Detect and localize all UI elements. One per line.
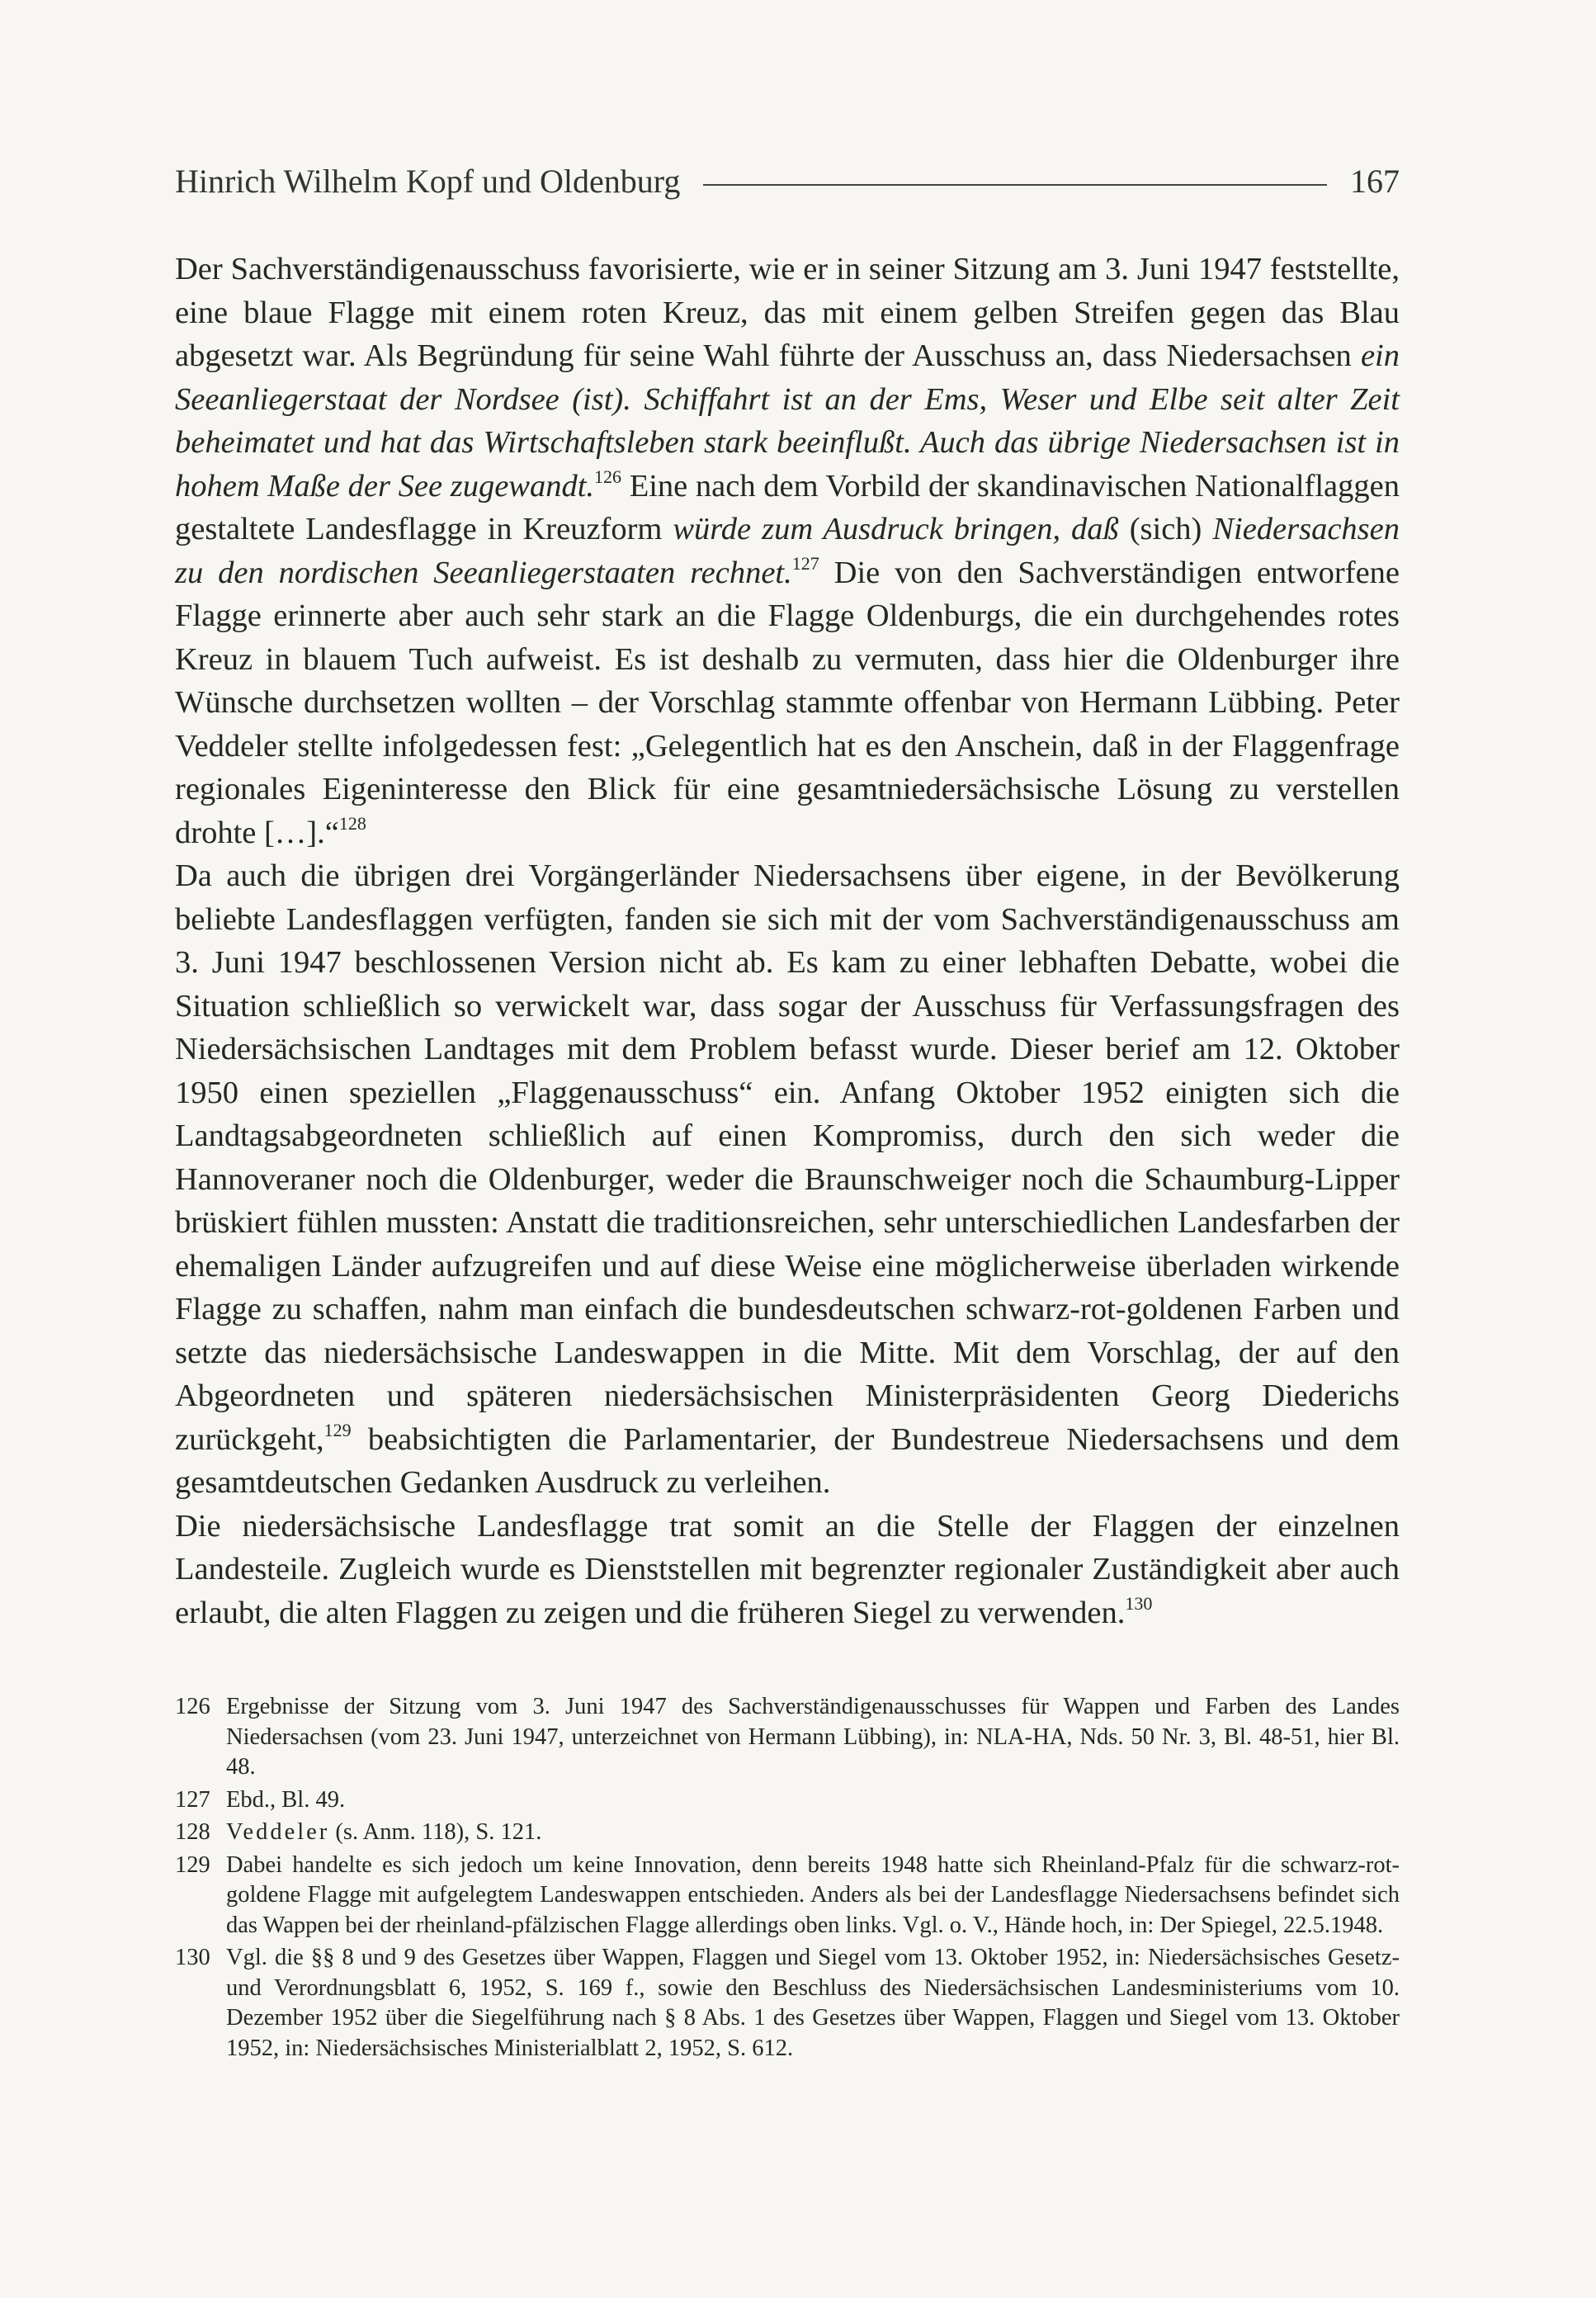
page-number: 167 [1350, 163, 1400, 200]
paragraph-3 [175, 1505, 1400, 1635]
paragraph-2 [175, 854, 1400, 1505]
footnote-number: 127 [175, 1786, 210, 1813]
text-run: Die von den Sachverständigen entworfene Flagge erinnerte aber auch sehr stark an die Flagge Oldenburgs, die ein durchgehendes rotes Kreuz in blauem Tuch aufweist. Es ist deshalb zu vermuten, dass hier die Oldenburger ihre Wünsche durchsetzen wollten – der Vorschlag stammte offenbar von Hermann Lübbing. Peter Veddeler stellte infolgedessen fest: „Gelegentlich hat es den Anschein, daß in der Flaggenfrage regionales Eigeninteresse den Blick für eine gesamtniedersächsische Lösung zu verstellen drohte […].“ [175, 555, 1400, 850]
footnote-129 [175, 1851, 1400, 1941]
paragraph-1 [175, 248, 1400, 854]
footnote-ref: 129 [323, 1419, 352, 1440]
footnote-126 [175, 1692, 1400, 1783]
running-head [175, 158, 1400, 205]
text-run: Eine nach dem Vorbild der skandinavischen Nationalflaggen gestaltete Landesflagge in Kreuzform [175, 468, 1400, 546]
footnotes [175, 1692, 1400, 2066]
header-rule [703, 184, 1327, 186]
footnote-number: 129 [175, 1851, 210, 1878]
footnote-ref: 127 [791, 552, 819, 574]
main-text [175, 248, 1400, 1634]
text-run: beabsichtigten die Parlamentarier, der Bundestreue Niedersachsens und dem gesamtdeutschen Gedanken Ausdruck zu verleihen. [175, 1421, 1400, 1500]
text-run: Die niedersächsische Landesflagge trat somit an die Stelle der Flaggen der einzelnen Landesteile. Zugleich wurde es Dienststellen mit begrenzter regionaler Zuständigkeit aber auch erlaubt, die alten Flaggen zu zeigen und die früheren Siegel zu verwenden. [175, 1508, 1400, 1630]
quotation-italic: Niedersachsen zu den nordischen Seeanliegerstaaten rechnet. [175, 512, 1400, 590]
footnote-text: Ebd., Bl. 49. [226, 1786, 346, 1813]
footnote-number: 128 [175, 1819, 210, 1845]
footnote-text-run: (s. Anm. 118), S. 121. [329, 1819, 542, 1845]
footnote-number: 130 [175, 1945, 210, 1970]
quotation-italic: würde zum Ausdruck bringen, daß [673, 512, 1119, 546]
quotation-italic: ein Seeanliegerstaat der Nordsee (ist). Schiffahrt ist an der Ems, Weser und Elbe seit alter Zeit beheimatet und hat das Wirtschaftsleben stark beeinflußt. Auch das übrige Niedersachsen ist in hohem Maße der See zugewandt. [175, 338, 1400, 504]
footnote-ref: 130 [1125, 1592, 1153, 1614]
footnote-number: 126 [175, 1694, 210, 1719]
footnote-text [226, 1818, 1400, 1848]
footnote-text: Dabei handelte es sich jedoch um keine Innovation, denn bereits 1948 hatte sich Rheinland-Pfalz für die schwarz-rot-goldene Flagge mit aufgelegtem Landeswappen entschieden. Anders als bei der Landesflagge Niedersachsens befindet sich das Wappen bei der rheinland-pfälzischen Flagge allerdings oben links. Vgl. o. V., Hände hoch, in: Der Spiegel, 22.5.1948. [226, 1851, 1400, 1938]
footnote-127 [175, 1785, 1400, 1816]
text-run: (sich) [1118, 512, 1213, 546]
footnote-text: Vgl. die §§ 8 und 9 des Gesetzes über Wappen, Flaggen und Siegel vom 13. Oktober 1952, in: Niedersächsisches Gesetz- und Verordnungsblatt 6, 1952, S. 169 f., sowie den Beschluss des Niedersächsischen Landesministeriums vom 10. Dezember 1952 über die Siegelführung nach § 8 Abs. 1 des Gesetzes über Wappen, Flaggen und Siegel vom 13. Oktober 1952, in: Niedersächsisches Ministerialblatt 2, 1952, S. 612. [226, 1945, 1400, 2061]
footnote-128 [175, 1818, 1400, 1848]
text-run: Da auch die übrigen drei Vorgängerländer Niedersachsens über eigene, in der Bevölkerung beliebte Landesflaggen verfügten, fanden sie sich mit der vom Sachverständigenausschuss am 3. Juni 1947 beschlossenen Version nicht ab. Es kam zu einer lebhaften Debatte, wobei die Situation schließlich so verwickelt war, dass sogar der Ausschuss für Verfassungsfragen des Niedersächsischen Landtages mit dem Problem befasst wurde. Dieser berief am 12. Oktober 1950 einen speziellen „Flaggenausschuss“ ein. Anfang Oktober 1952 einigten sich die Landtagsabgeordneten schließlich auf einen Kompromiss, durch den sich weder die Hannoveraner noch die Oldenburger, weder die Braunschweiger noch die Schaumburg-Lipper brüskiert fühlen mussten: Anstatt die traditionsreichen, sehr unterschiedlichen Landesfarben der ehemaligen Länder aufzugreifen und auf diese Weise eine möglicherweise überladen wirkende Flagge zu schaffen, nahm man einfach die bundesdeutschen schwarz-rot-goldenen Farben und setzte das niedersächsische Landeswappen in die Mitte. Mit dem Vorschlag, der auf den Abgeordneten und späteren niedersächsischen Ministerpräsidenten Georg Diederichs zurückgeht, [175, 858, 1400, 1457]
footnote-text: Ergebnisse der Sitzung vom 3. Juni 1947 des Sachverständigenausschusses für Wappen und Farben des Landes Niedersachsen (vom 23. Juni 1947, unterzeichnet von Hermann Lübbing), in: NLA-HA, Nds. 50 Nr. 3, Bl. 48-51, hier Bl. 48. [226, 1694, 1400, 1780]
running-title: Hinrich Wilhelm Kopf und Oldenburg [175, 163, 681, 200]
footnote-author: Veddeler [226, 1819, 330, 1845]
footnote-ref: 126 [594, 466, 622, 487]
text-run: Der Sachverständigenausschuss favorisierte, wie er in seiner Sitzung am 3. Juni 1947 feststellte, eine blaue Flagge mit einem roten Kreuz, das mit einem gelben Streifen gegen das Blau abgesetzt war. Als Begründung für seine Wahl führte der Ausschuss an, dass Niedersachsen [175, 252, 1400, 373]
footnote-ref: 128 [338, 812, 366, 834]
footnote-130 [175, 1943, 1400, 2064]
